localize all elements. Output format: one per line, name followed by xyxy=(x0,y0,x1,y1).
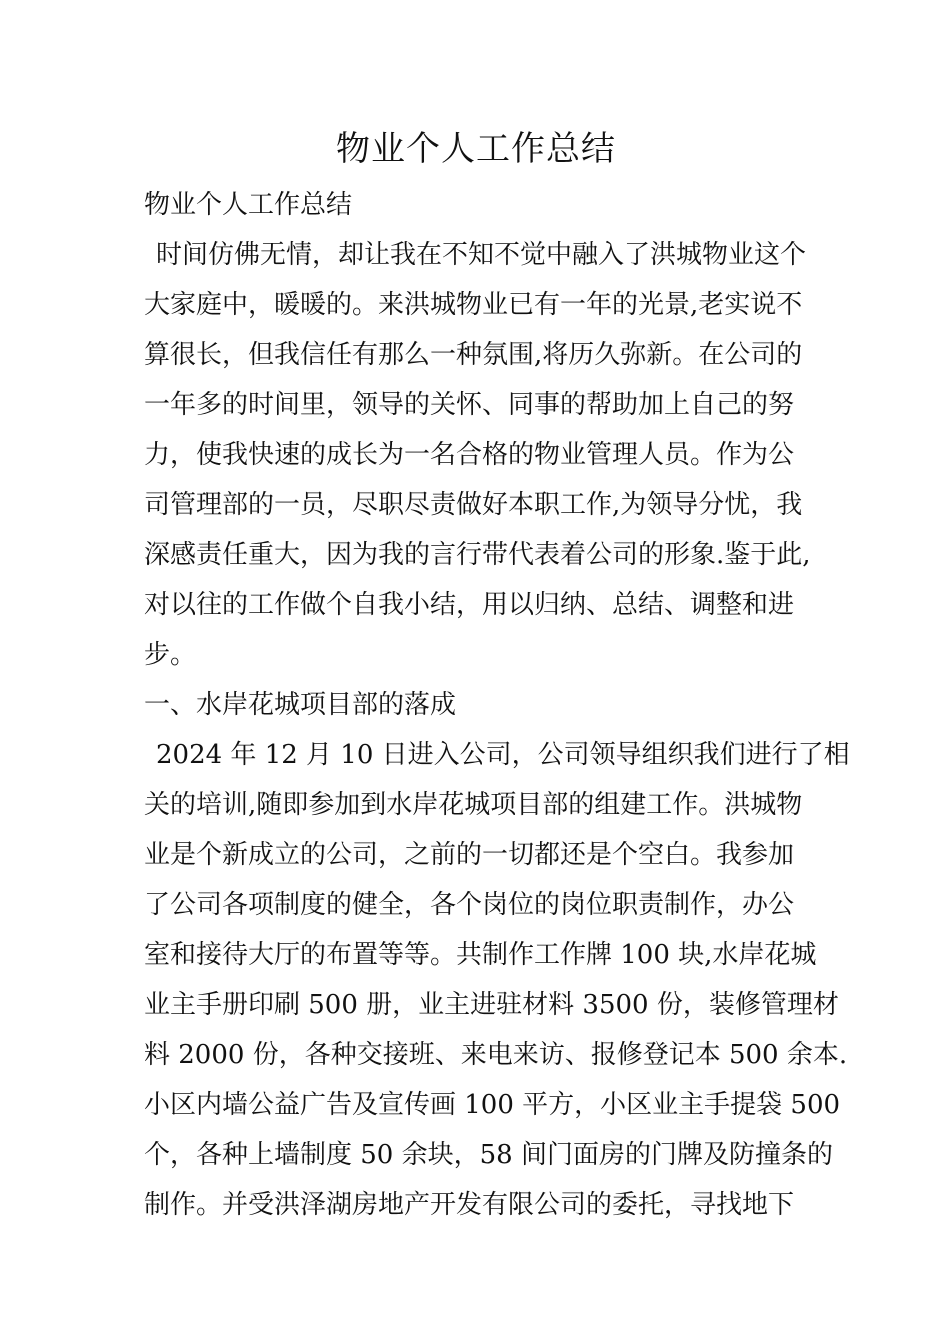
paragraph-line: 深感责任重大，因为我的言行带代表着公司的形象.鉴于此, xyxy=(144,540,811,570)
paragraph-line: 对以往的工作做个自我小结，用以归纳、总结、调整和进 xyxy=(144,590,795,620)
paragraph-line: 小区内墙公益广告及宣传画 100 平方，小区业主手提袋 500 xyxy=(144,1090,841,1120)
paragraph-line: 料 2000 份，各种交接班、来电来访、报修登记本 500 余本. xyxy=(144,1040,848,1070)
paragraph-line: 了公司各项制度的健全，各个岗位的岗位职责制作，办公 xyxy=(144,890,795,920)
document-title: 物业个人工作总结 xyxy=(336,129,616,169)
paragraph-line: 力，使我快速的成长为一名合格的物业管理人员。作为公 xyxy=(144,440,795,470)
paragraph-line: 算很长，但我信任有那么一种氛围,将历久弥新。在公司的 xyxy=(144,340,803,370)
paragraph-line: 一年多的时间里，领导的关怀、同事的帮助加上自己的努 xyxy=(144,390,795,420)
paragraph-line: 业是个新成立的公司，之前的一切都还是个空白。我参加 xyxy=(144,840,795,870)
paragraph-line: 步。 xyxy=(144,640,197,670)
document-page xyxy=(144,118,850,1230)
paragraph-line: 司管理部的一员，尽职尽责做好本职工作,为领导分忧，我 xyxy=(144,490,803,520)
paragraph-line: 时间仿佛无情，却让我在不知不觉中融入了洪城物业这个 xyxy=(156,240,807,270)
paragraph-line: 业主手册印刷 500 册，业主进驻材料 3500 份，装修管理材 xyxy=(144,990,839,1020)
paragraph-section1 xyxy=(144,730,850,1230)
paragraph-line: 关的培训,随即参加到水岸花城项目部的组建工作。洪城物 xyxy=(144,790,803,820)
paragraph-line: 个，各种上墙制度 50 余块，58 间门面房的门牌及防撞条的 xyxy=(144,1140,833,1170)
paragraph-line: 制作。并受洪泽湖房地产开发有限公司的委托，寻找地下 xyxy=(144,1190,795,1220)
document-subtitle: 物业个人工作总结 xyxy=(144,190,353,220)
paragraph-line: 室和接待大厅的布置等等。共制作工作牌 100 块,水岸花城 xyxy=(144,940,817,970)
paragraph-line: 大家庭中，暖暖的。来洪城物业已有一年的光景,老实说不 xyxy=(144,290,803,320)
paragraph-intro xyxy=(144,230,811,680)
paragraph-line: 2024 年 12 月 10 日进入公司，公司领导组织我们进行了相 xyxy=(156,740,850,770)
section-heading: 一、水岸花城项目部的落成 xyxy=(144,690,457,720)
